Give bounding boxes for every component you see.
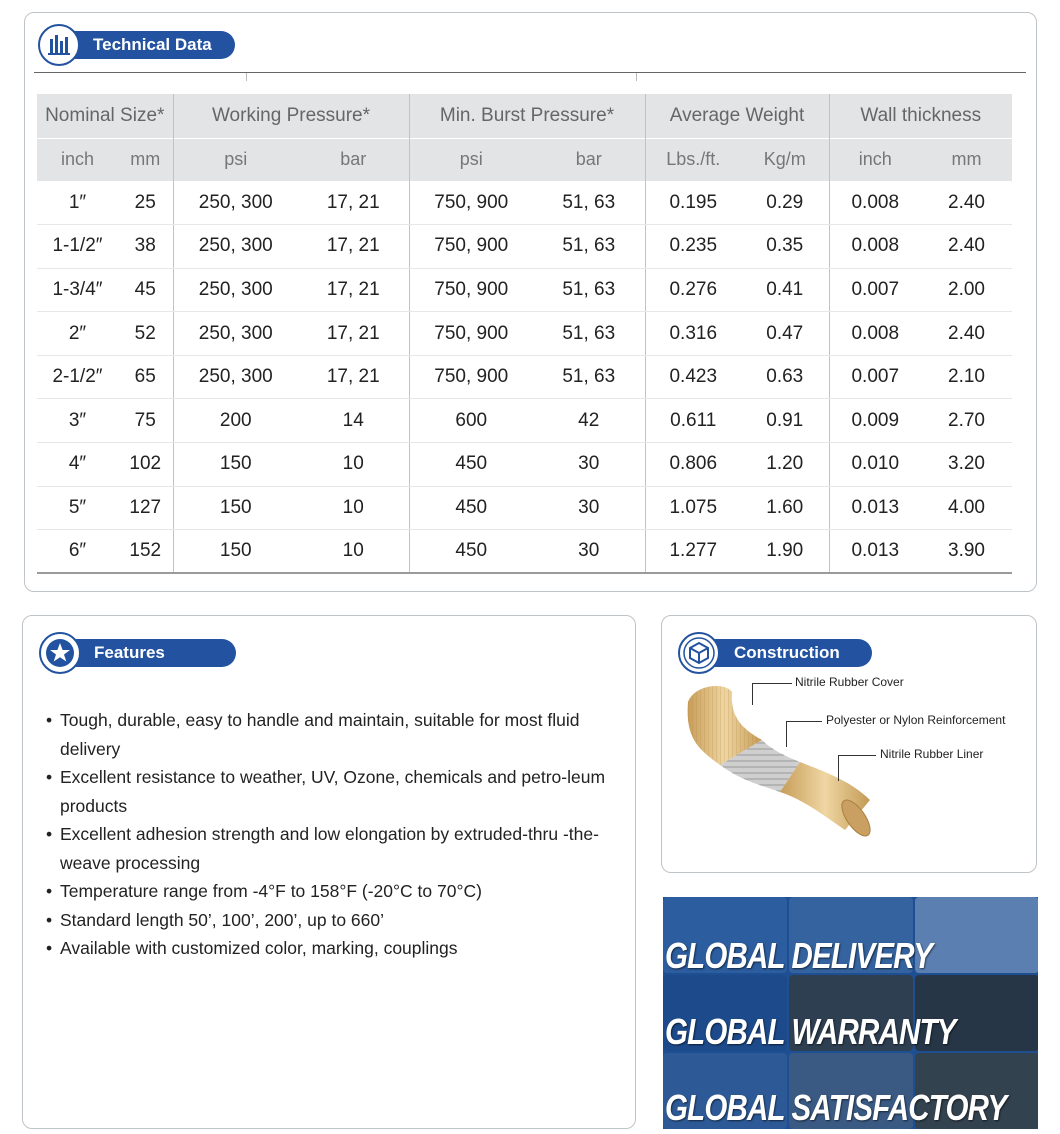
table-cell: 0.806 [645, 443, 741, 487]
table-cell: 600 [409, 399, 533, 443]
unit-header: inch [829, 138, 921, 181]
table-cell: 51, 63 [533, 181, 645, 225]
table-cell: 2.70 [921, 399, 1012, 443]
photo-tile [915, 897, 1038, 973]
table-header-row [37, 94, 1012, 138]
table-row [37, 399, 1012, 443]
banner-line: GLOBAL DELIVERY [665, 935, 933, 976]
table-cell: 0.195 [645, 181, 741, 225]
list-item: • Excellent resistance to weather, UV, Ozone, chemicals and petro-leum products [46, 763, 616, 820]
column-header: Nominal Size* [37, 94, 173, 138]
table-cell: 0.423 [645, 355, 741, 399]
table-cell: 102 [118, 443, 173, 487]
construction-heading [696, 639, 872, 667]
table-row [37, 268, 1012, 312]
callout-line [786, 721, 822, 722]
table-cell: 45 [118, 268, 173, 312]
table-cell: 51, 63 [533, 225, 645, 269]
technical-data-heading [55, 31, 235, 59]
table-cell: 0.008 [829, 225, 921, 269]
table-cell: 127 [118, 486, 173, 530]
callout-line [786, 721, 787, 747]
table-cell: 2-1/2″ [37, 355, 118, 399]
table-cell: 2.10 [921, 355, 1012, 399]
table-cell: 1.075 [645, 486, 741, 530]
table-cell: 152 [118, 530, 173, 574]
table-cell: 0.009 [829, 399, 921, 443]
star-icon [39, 632, 81, 674]
table-cell: 10 [298, 443, 409, 487]
table-cell: 0.63 [741, 355, 829, 399]
cover-label: Nitrile Rubber Cover [795, 675, 904, 689]
table-cell: 750, 900 [409, 225, 533, 269]
table-cell: 4″ [37, 443, 118, 487]
table-cell: 0.007 [829, 268, 921, 312]
table-cell: 4.00 [921, 486, 1012, 530]
callout-line [838, 755, 839, 781]
unit-header: psi [173, 138, 298, 181]
banner-line: GLOBAL WARRANTY [665, 1011, 956, 1052]
table-row [37, 530, 1012, 574]
construction-title: Construction [734, 643, 840, 662]
list-item: • Excellent adhesion strength and low elongation by extruded-thru -the-weave processing [46, 820, 616, 877]
table-cell: 1-1/2″ [37, 225, 118, 269]
table-cell: 42 [533, 399, 645, 443]
unit-header: mm [921, 138, 1012, 181]
table-cell: 0.235 [645, 225, 741, 269]
features-heading [56, 639, 236, 667]
table-cell: 0.008 [829, 312, 921, 356]
table-cell: 1-3/4″ [37, 268, 118, 312]
table-cell: 30 [533, 530, 645, 574]
table-cell: 1.90 [741, 530, 829, 574]
table-cell: 750, 900 [409, 181, 533, 225]
table-cell: 250, 300 [173, 312, 298, 356]
table-cell: 1.20 [741, 443, 829, 487]
list-item: • Standard length 50’, 100’, 200’, up to 660’ [46, 906, 616, 935]
divider [34, 72, 1026, 73]
table-unit-row [37, 138, 1012, 181]
table-cell: 14 [298, 399, 409, 443]
table-cell: 0.013 [829, 486, 921, 530]
column-header: Average Weight [645, 94, 829, 138]
table-cell: 2.40 [921, 225, 1012, 269]
reinforcement-label: Polyester or Nylon Reinforcement [826, 713, 1006, 727]
table-cell: 1″ [37, 181, 118, 225]
list-item: • Temperature range from -4°F to 158°F (-20°C to 70°C) [46, 877, 616, 906]
table-cell: 25 [118, 181, 173, 225]
bar-chart-icon [38, 24, 80, 66]
features-list [46, 706, 616, 963]
table-cell: 10 [298, 530, 409, 574]
table-cell: 38 [118, 225, 173, 269]
technical-data-title: Technical Data [93, 35, 212, 54]
table-cell: 30 [533, 486, 645, 530]
table-cell: 0.008 [829, 181, 921, 225]
table-cell: 6″ [37, 530, 118, 574]
table-row [37, 443, 1012, 487]
table-cell: 150 [173, 443, 298, 487]
table-cell: 750, 900 [409, 312, 533, 356]
column-header: Working Pressure* [173, 94, 409, 138]
banner-line: GLOBAL SATISFACTORY [665, 1087, 1007, 1128]
table-cell: 52 [118, 312, 173, 356]
table-cell: 0.29 [741, 181, 829, 225]
table-cell: 200 [173, 399, 298, 443]
table-cell: 17, 21 [298, 181, 409, 225]
table-cell: 150 [173, 486, 298, 530]
table-cell: 17, 21 [298, 312, 409, 356]
table-cell: 2″ [37, 312, 118, 356]
table-cell: 0.47 [741, 312, 829, 356]
callout-line [838, 755, 876, 756]
table-cell: 0.316 [645, 312, 741, 356]
table-cell: 10 [298, 486, 409, 530]
divider [636, 73, 637, 81]
table-row [37, 312, 1012, 356]
column-header: Wall thickness [829, 94, 1012, 138]
unit-header: Kg/m [741, 138, 829, 181]
table-cell: 75 [118, 399, 173, 443]
table-cell: 17, 21 [298, 355, 409, 399]
table-row [37, 486, 1012, 530]
table-cell: 0.35 [741, 225, 829, 269]
table-cell: 250, 300 [173, 225, 298, 269]
table-cell: 51, 63 [533, 312, 645, 356]
table-cell: 250, 300 [173, 268, 298, 312]
table-cell: 2.40 [921, 312, 1012, 356]
table-cell: 250, 300 [173, 355, 298, 399]
table-cell: 0.013 [829, 530, 921, 574]
table-cell: 65 [118, 355, 173, 399]
list-item: • Tough, durable, easy to handle and maintain, suitable for most fluid delivery [46, 706, 616, 763]
callout-line [752, 683, 792, 684]
table-cell: 250, 300 [173, 181, 298, 225]
table-cell: 450 [409, 443, 533, 487]
table-cell: 3.90 [921, 530, 1012, 574]
callout-line [752, 683, 753, 705]
table-cell: 750, 900 [409, 355, 533, 399]
table-cell: 1.60 [741, 486, 829, 530]
table-cell: 750, 900 [409, 268, 533, 312]
table-cell: 2.40 [921, 181, 1012, 225]
table-cell: 3″ [37, 399, 118, 443]
table-cell: 0.91 [741, 399, 829, 443]
table-cell: 0.611 [645, 399, 741, 443]
divider [246, 73, 247, 81]
global-banner [663, 897, 1038, 1129]
liner-label: Nitrile Rubber Liner [880, 747, 984, 761]
unit-header: psi [409, 138, 533, 181]
unit-header: mm [118, 138, 173, 181]
table-cell: 30 [533, 443, 645, 487]
table-cell: 1.277 [645, 530, 741, 574]
table-cell: 3.20 [921, 443, 1012, 487]
unit-header: bar [533, 138, 645, 181]
table-cell: 2.00 [921, 268, 1012, 312]
table-cell: 450 [409, 486, 533, 530]
list-item: • Available with customized color, marking, couplings [46, 934, 616, 963]
table-cell: 51, 63 [533, 268, 645, 312]
hose-illustration [680, 680, 880, 860]
unit-header: inch [37, 138, 118, 181]
features-title: Features [94, 643, 165, 662]
cube-icon [678, 632, 720, 674]
table-row [37, 225, 1012, 269]
table-cell: 17, 21 [298, 225, 409, 269]
table-cell: 0.41 [741, 268, 829, 312]
table-cell: 0.276 [645, 268, 741, 312]
table-cell: 51, 63 [533, 355, 645, 399]
table-row [37, 355, 1012, 399]
table-cell: 0.007 [829, 355, 921, 399]
column-header: Min. Burst Pressure* [409, 94, 645, 138]
table-cell: 0.010 [829, 443, 921, 487]
table-row [37, 181, 1012, 225]
technical-data-table [37, 94, 1012, 574]
table-cell: 17, 21 [298, 268, 409, 312]
table-cell: 5″ [37, 486, 118, 530]
unit-header: Lbs./ft. [645, 138, 741, 181]
unit-header: bar [298, 138, 409, 181]
table-cell: 150 [173, 530, 298, 574]
table-cell: 450 [409, 530, 533, 574]
